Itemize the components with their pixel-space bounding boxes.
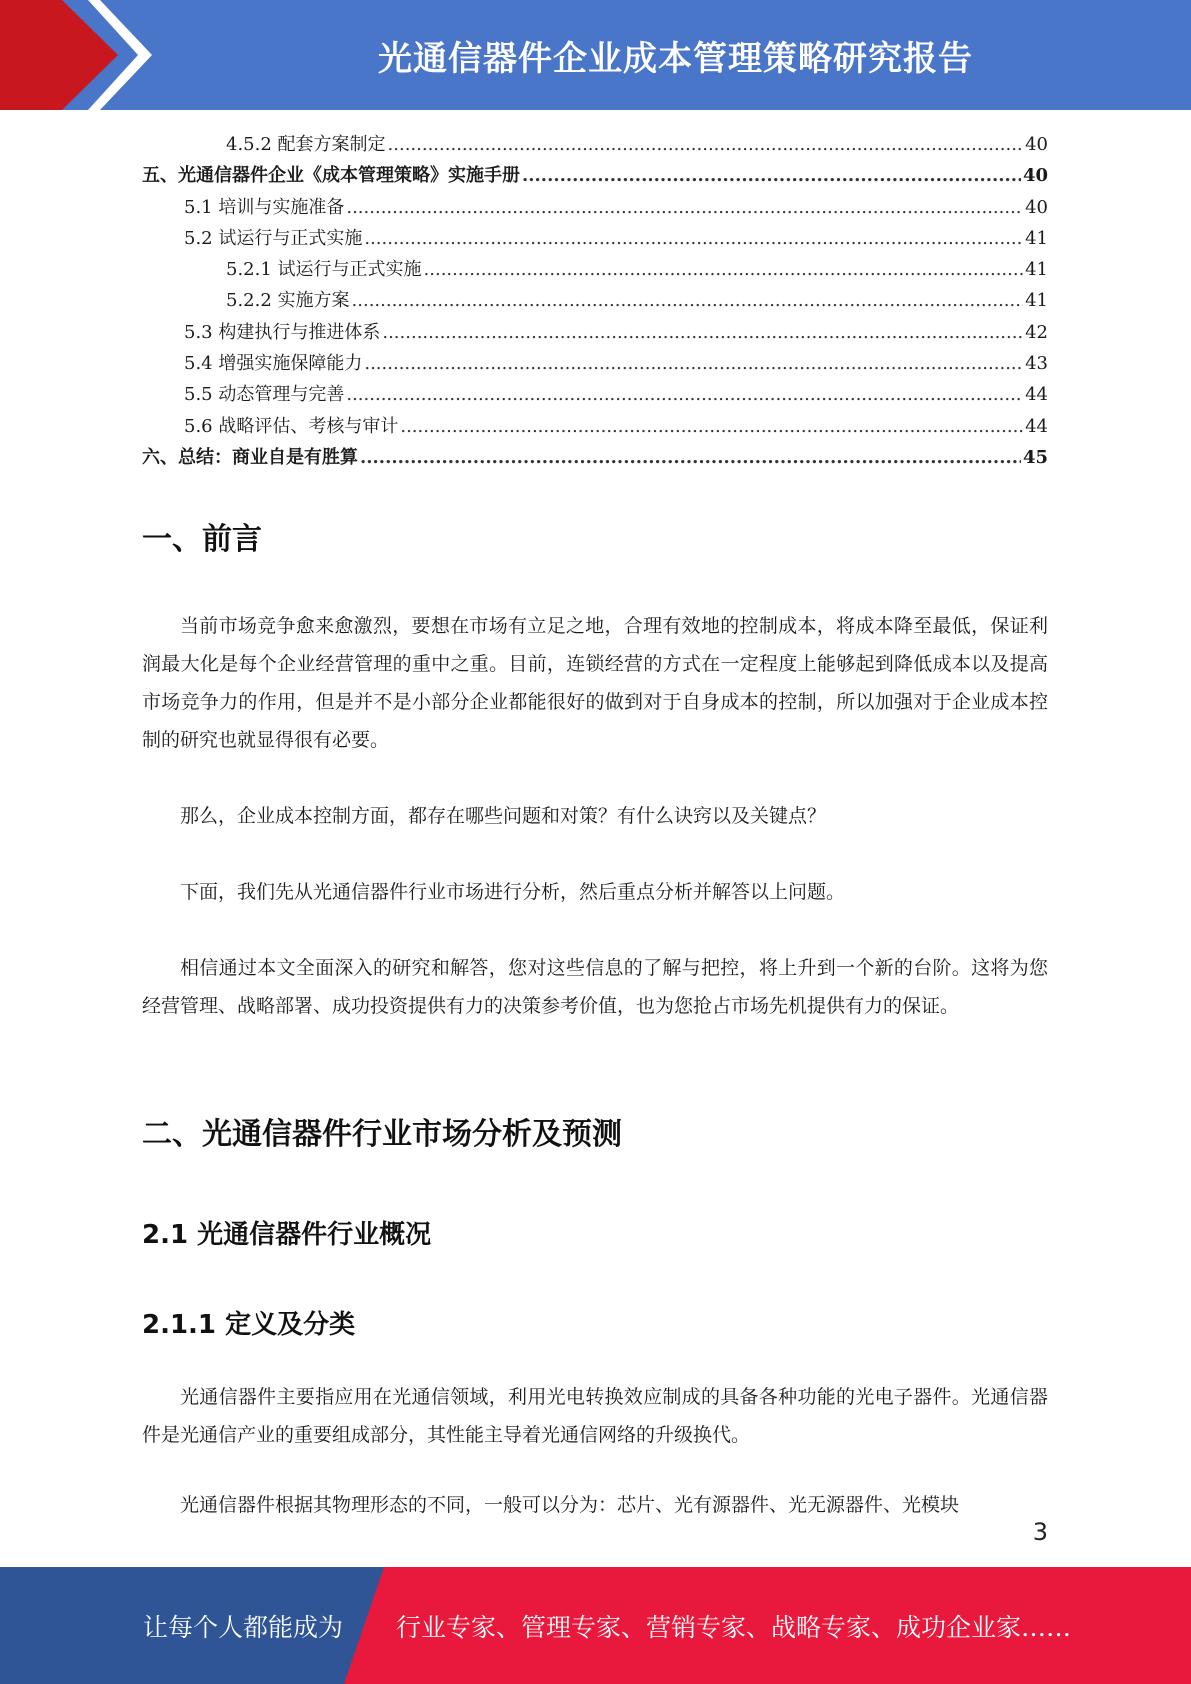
toc-entry-label: 5.2.1 试运行与正式实施 bbox=[226, 259, 422, 281]
toc-entry[interactable] bbox=[142, 129, 1048, 160]
subsection-heading: 2.1 光通信器件行业概况 bbox=[142, 1220, 432, 1250]
page-number: 3 bbox=[1032, 1518, 1048, 1546]
table-of-contents bbox=[142, 129, 1048, 473]
toc-entry-page: 44 bbox=[1025, 415, 1048, 437]
toc-entry-label: 5.2.2 实施方案 bbox=[226, 290, 350, 312]
toc-entry[interactable] bbox=[142, 160, 1048, 191]
toc-entry-label: 六、总结：商业自是有胜算 bbox=[142, 446, 358, 468]
toc-entry-page: 41 bbox=[1025, 227, 1048, 249]
header-title: 光通信器件企业成本管理策略研究报告 bbox=[378, 38, 973, 79]
toc-leader-dots bbox=[346, 192, 1023, 223]
toc-entry[interactable] bbox=[142, 317, 1048, 348]
toc-entry-page: 40 bbox=[1022, 165, 1048, 187]
paragraph: 下面，我们先从光通信器件行业市场进行分析，然后重点分析并解答以上问题。 bbox=[180, 881, 846, 903]
toc-entry-page: 41 bbox=[1025, 259, 1048, 281]
footer-slogan-left: 让每个人都能成为 bbox=[143, 1612, 344, 1642]
paragraph: 相信通过本文全面深入的研究和解答，您对这些信息的了解与把控，将上升到一个新的台阶。这将为您经营管理、战略部署、成功投资提供有力的决策参考价值，也为您抢占市场先机提供有力的保证。 bbox=[142, 957, 1048, 1017]
toc-entry-page: 44 bbox=[1025, 384, 1048, 406]
footer-slogan-right: 行业专家、管理专家、营销专家、战略专家、成功企业家…… bbox=[396, 1612, 1072, 1642]
toc-leader-dots bbox=[400, 411, 1023, 442]
toc-leader-dots bbox=[388, 129, 1024, 160]
section-heading-market-analysis: 二、光通信器件行业市场分析及预测 bbox=[142, 1117, 622, 1152]
page-header bbox=[0, 0, 1191, 110]
toc-entry-page: 40 bbox=[1025, 134, 1048, 155]
toc-entry-page: 42 bbox=[1025, 321, 1048, 343]
toc-entry-label: 5.6 战略评估、考核与审计 bbox=[184, 415, 399, 437]
toc-entry[interactable] bbox=[142, 411, 1048, 442]
toc-entry-page: 41 bbox=[1025, 290, 1048, 312]
toc-entry-label: 五、光通信器件企业《成本管理策略》实施手册 bbox=[142, 165, 520, 187]
toc-entry-label: 5.5 动态管理与完善 bbox=[184, 384, 345, 406]
toc-entry[interactable] bbox=[142, 254, 1048, 285]
toc-leader-dots bbox=[522, 160, 1021, 191]
toc-leader-dots bbox=[424, 254, 1024, 285]
toc-leader-dots bbox=[364, 348, 1023, 379]
toc-entry[interactable] bbox=[142, 223, 1048, 254]
toc-entry-page: 43 bbox=[1025, 353, 1048, 375]
header-chevron-graphic bbox=[0, 0, 160, 110]
toc-entry-label: 5.2 试运行与正式实施 bbox=[184, 227, 363, 249]
paragraph: 光通信器件根据其物理形态的不同，一般可以分为：芯片、光有源器件、光无源器件、光模块 bbox=[180, 1494, 960, 1516]
toc-entry-label: 5.1 培训与实施准备 bbox=[184, 196, 345, 218]
toc-leader-dots bbox=[382, 317, 1023, 348]
toc-leader-dots bbox=[360, 442, 1021, 473]
toc-entry[interactable] bbox=[142, 348, 1048, 379]
toc-entry[interactable] bbox=[142, 379, 1048, 410]
toc-leader-dots bbox=[364, 223, 1023, 254]
toc-entry[interactable] bbox=[142, 442, 1048, 473]
toc-entry-label: 5.4 增强实施保障能力 bbox=[184, 353, 363, 375]
page-footer bbox=[0, 1567, 1191, 1684]
toc-entry[interactable] bbox=[142, 285, 1048, 316]
subsection-heading: 2.1.1 定义及分类 bbox=[142, 1310, 356, 1340]
toc-leader-dots bbox=[346, 379, 1023, 410]
paragraph: 那么，企业成本控制方面，都存在哪些问题和对策？有什么诀窍以及关键点？ bbox=[180, 805, 827, 827]
toc-entry-label: 5.3 构建执行与推进体系 bbox=[184, 321, 381, 343]
section-heading-preface: 一、前言 bbox=[142, 522, 262, 557]
toc-entry-page: 40 bbox=[1025, 196, 1048, 218]
toc-entry-page: 45 bbox=[1022, 446, 1048, 468]
toc-leader-dots bbox=[352, 285, 1024, 316]
paragraph: 光通信器件主要指应用在光通信领域，利用光电转换效应制成的具备各种功能的光电子器件。光通信器件是光通信产业的重要组成部分，其性能主导着光通信网络的升级换代。 bbox=[142, 1386, 1048, 1446]
paragraph: 当前市场竞争愈来愈激烈，要想在市场有立足之地，合理有效地的控制成本，将成本降至最低，保证利润最大化是每个企业经营管理的重中之重。目前，连锁经营的方式在一定程度上能够起到降低成本以及提高市场竞争力的作用，但是并不是小部分企业都能很好的做到对于自身成本的控制，所以加强对于企业成本控制的研究也就显得很有必要。 bbox=[142, 615, 1048, 751]
toc-entry-label: 4.5.2 配套方案制定 bbox=[226, 134, 386, 155]
toc-entry[interactable] bbox=[142, 192, 1048, 223]
